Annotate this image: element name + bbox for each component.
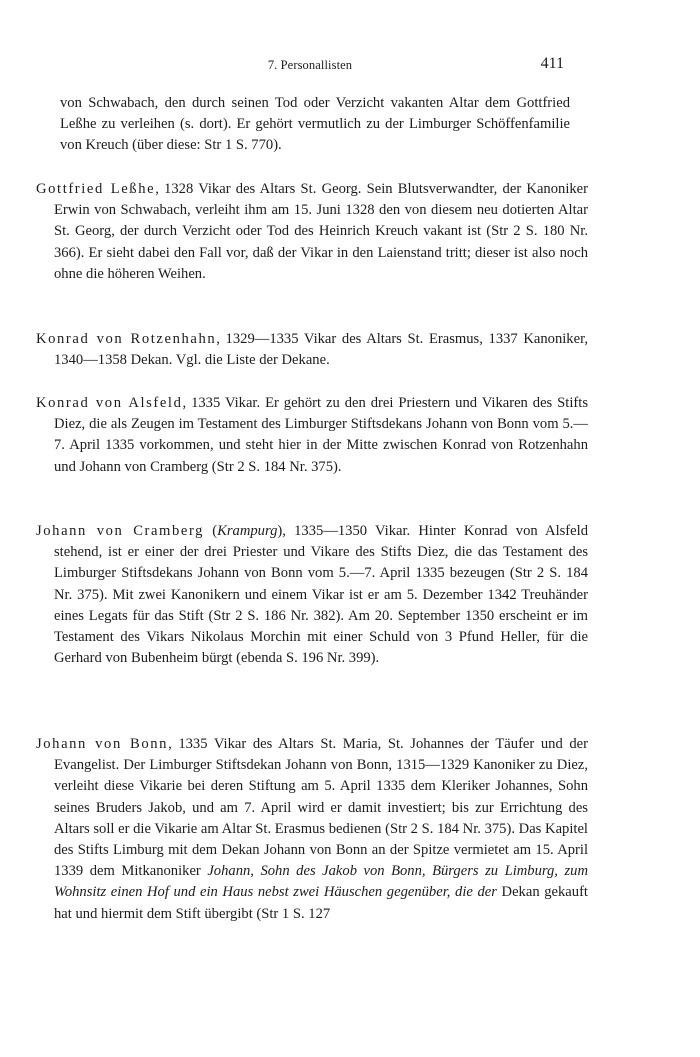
list-entry: [36, 393, 588, 478]
list-entry: [36, 179, 588, 285]
entry-alias: Krampurg: [217, 523, 278, 539]
page-number: 411: [540, 55, 564, 72]
entry-name: Konrad von Alsfeld: [36, 395, 183, 411]
entry-name: Johann von Bonn: [36, 736, 169, 752]
entry-text-prefix: (: [204, 523, 218, 539]
entry-name: Gottfried Leßhe: [36, 181, 156, 197]
entry-text: , 1329—1335 Vikar des Altars St. Erasmus, 1337 Kanoniker, 1340—1358 Dekan. Vgl. die Liste der Dekane.: [54, 331, 589, 369]
entry-text: , 1335 Vikar des Altars St. Maria, St. Johannes der Täufer und der Evangelist. Der Limburger Stiftsdekan Johann von Bonn, 1315—1329 Kanoniker zu Diez, verleiht diese Vikarie bei deren Stiftung am 5. April 1335 dem Kleriker Johannes, Sohn seines Bruders Jakob, und am 7. April wird er damit investiert; bis zur Errichtung des Altars soll er die Vikarie am Altar St. Erasmus bedienen (Str 2 S. 184 Nr. 375). Das Kapitel des Stifts Limburg mit dem Dekan Johann von Bonn an der Spitze vermietet am 15. April 1339 dem Mitkanoniker: [54, 736, 589, 880]
entry-text-continued: Dekan gekauft hat und hiermit dem Stift übergibt (Str 1 S. 127: [54, 884, 588, 922]
entry-text: , 1328 Vikar des Altars St. Georg. Sein Blutsverwandter, der Kanoniker Erwin von Schwabach, verleiht ihm am 15. Juni 1328 den von diesem neu dotierten Altar St. Georg, der durch Verzicht oder Tod des Heinrich Kreuch vakant ist (Str 2 S. 180 Nr. 366). Er sieht dabei den Fall vor, daß der Vikar in den Laienstand tritt; dieser ist also noch ohne die höheren Weihen.: [54, 181, 589, 282]
continued-paragraph: [60, 93, 570, 157]
running-header: [0, 55, 700, 76]
list-entry: [36, 521, 588, 669]
entry-text: , 1335 Vikar. Er gehört zu den drei Priestern und Vikaren des Stifts Diez, die als Zeugen im Testament des Limburger Stiftsdekans Johann von Bonn vom 5.—7. April 1335 vorkommen, und steht hier in der Mitte zwischen Konrad von Rotzenhahn und Johann von Cramberg (Str 2 S. 184 Nr. 375).: [54, 395, 588, 475]
list-entry: [36, 734, 588, 925]
chapter-title: 7. Personallisten: [267, 58, 353, 72]
entry-name: Johann von Cramberg: [36, 523, 205, 539]
entry-text: ), 1335—1350 Vikar. Hinter Konrad von Alsfeld stehend, ist er einer der drei Priester und Vikare des Stifts Diez, die das Testament des Limburger Stiftsdekans Johann von Bonn vom 5.—7. April 1335 bezeugen (Str 2 S. 184 Nr. 375). Mit zwei Kanonikern und einem Vikar ist er am 5. Dezember 1342 Treuhänder eines Legats für das Stift (Str 2 S. 186 Nr. 382). Am 20. September 1350 erscheint er im Testament des Vikars Nikolaus Morchin mit einer Schuld von 3 Pfund Heller, für die Gerhard von Bubenheim bürgt (ebenda S. 196 Nr. 399).: [54, 523, 588, 667]
list-entry: [36, 329, 588, 371]
paragraph-text: von Schwabach, den durch seinen Tod oder Verzicht vakanten Altar dem Gottfried Leßhe zu verleihen (s. dort). Er gehört vermutlich zu der Limburger Schöffenfamilie von Kreuch (über diese: Str 1 S. 770).: [60, 95, 570, 154]
entry-quotation: Johann, Sohn des Jakob von Bonn, Bürgers zu Limburg, zum Wohnsitz einen Hof und ein Haus nebst zwei Häuschen gegenüber, die der: [54, 863, 588, 901]
entry-name: Konrad von Rotzenhahn: [36, 331, 217, 347]
